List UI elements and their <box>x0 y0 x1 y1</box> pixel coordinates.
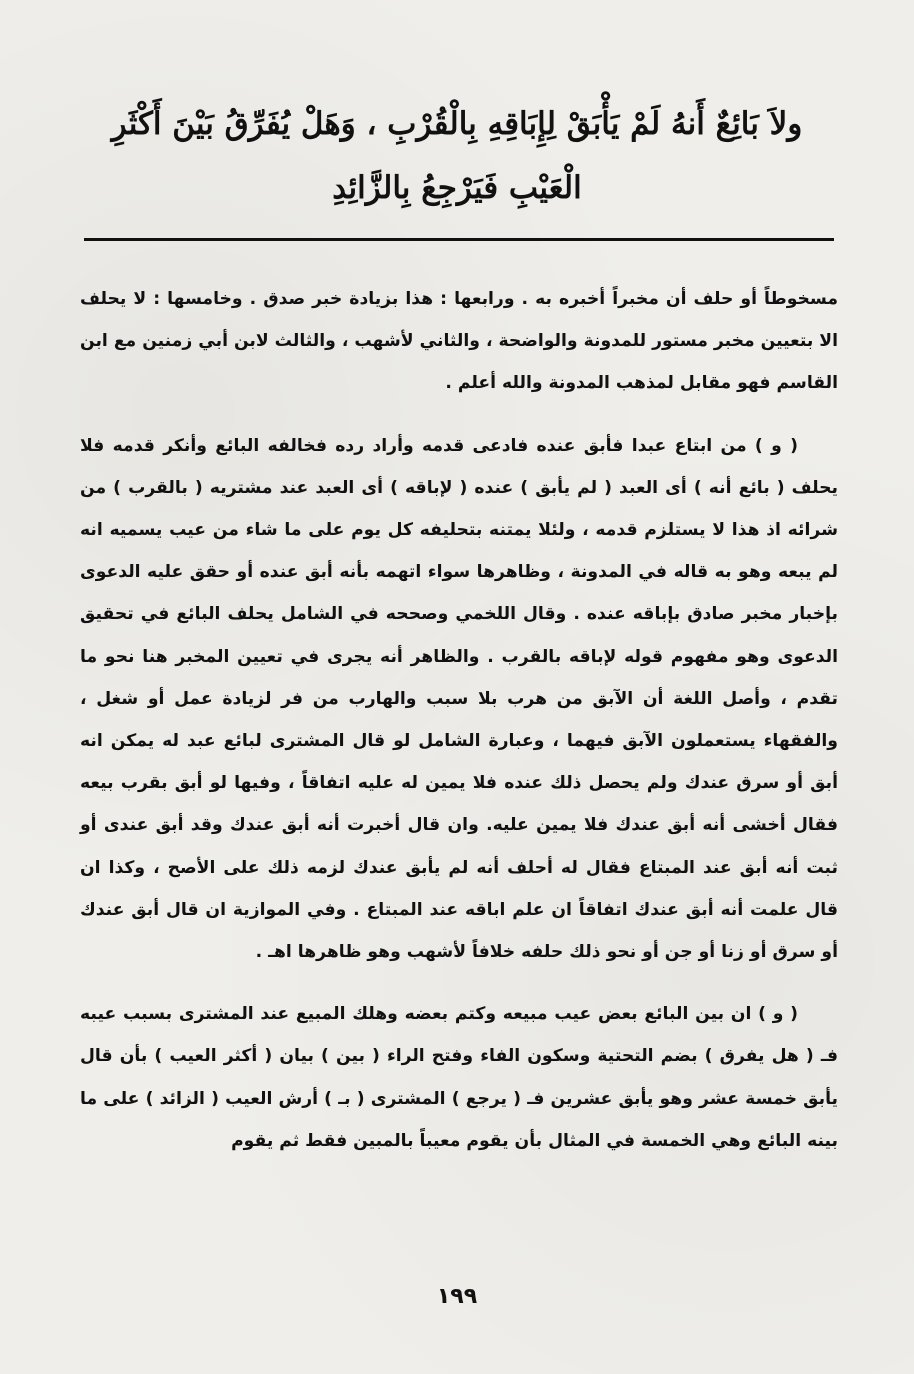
verse-line-2: الْعَيْبِ فَيَرْجِعُ بِالزَّائِدِ <box>332 170 582 206</box>
header-divider <box>84 238 834 241</box>
paragraph-3 <box>80 993 838 1162</box>
paragraph-1: مسخوطاً أو حلف أن مخبراً أخبره به . ورابعها : هذا بزيادة خبر صدق . وخامسها : لا يحلف الا بتعيين مخبر مستور للمدونة والواضحة ، والثاني لأشهب ، والثالث لابن أبي زمنين مع ابن القاسم فهو مقابل لمذهب المدونة والله أعلم . <box>80 289 838 394</box>
paragraph-3-text: ( و ) ان بين البائع بعض عيب مبيعه وكتم بعضه وهلك المبيع عند المشترى بسبب عيبه فـ ( هل يفرق ) بضم التحتية وسكون الفاء وفتح الراء ( بين ) بيان ( أكثر العيب ) بأن قال يأبق خمسة عشر وهو يأبق عشرين فـ ( يرجع ) المشترى ( بـ ) أرش العيب ( الزائد ) على ما بينه البائع وهي الخمسة في المثال بأن يقوم معيباً بالمبين فقط ثم يقوم <box>80 1004 838 1151</box>
paragraph-2-text: ( و ) من ابتاع عبدا فأبق عنده فادعى قدمه وأراد رده فخالفه البائع وأنكر قدمه فلا يحلف ( بائع أنه ) أى العبد ( لم يأبق ) عنده ( لإباقه ) أى العبد عند مشتريه ( بالقرب ) من شرائه اذ هذا لا يستلزم قدمه ، ولئلا يمتنه بتحليفه كل يوم على ما شاء من عيب يسميه انه لم يبعه وهو به قاله في المدونة ، وظاهرها سواء اتهمه بأنه أبق عنده أو حقق عليه الدعوى بإخبار مخبر صادق بإباقه عنده . وقال اللخمي وصححه في الشامل يحلف البائع في تحقيق الدعوى وهو مفهوم قوله لإباقه بالقرب . والظاهر أنه يجرى في تعيين المخبر هنا نحو ما تقدم ، وأصل اللغة أن الآبق من هرب بلا سبب والهارب من فر لزيادة عمل أو شغل ، والفقهاء يستعملون الآبق فيهما ، وعبارة الشامل لو قال المشترى لبائع عبد له يمكن انه أبق أو سرق عندك ولم يحصل ذلك عنده فلا يمين له عليه اتفاقاً ، وفيها لو أبق بقرب بيعه فقال أخشى أنه أبق عندك فلا يمين عليه. وان قال أخبرت أنه أبق عندك وقد أبق عندى أو ثبت أنه أبق عند المبتاع فقال له أحلف أنه لم يأبق عندك لزمه ذلك على الأصح ، وكذا ان قال علمت أنه أبق عندك اتفاقاً ان علم اباقه عند المبتاع . وفي الموازية ان قال أبق عندك أو سرق أو زنا أو جن أو نحو ذلك حلفه خلافاً لأشهب وهو ظاهرها اهـ . <box>80 435 838 963</box>
verse-line-1: ولاَ بَائِعٌ أَنهُ لَمْ يَأْبَقْ لِإِبَاقِهِ بِالْقُرْبِ ، وَهَلْ يُفَرِّقُ بَيْنَ أَكْثَرِ <box>111 106 803 142</box>
page-number: ١٩٩ <box>436 1284 478 1309</box>
paragraph-2 <box>80 425 838 974</box>
verse-header <box>80 92 834 220</box>
commentary-body <box>80 278 838 1162</box>
